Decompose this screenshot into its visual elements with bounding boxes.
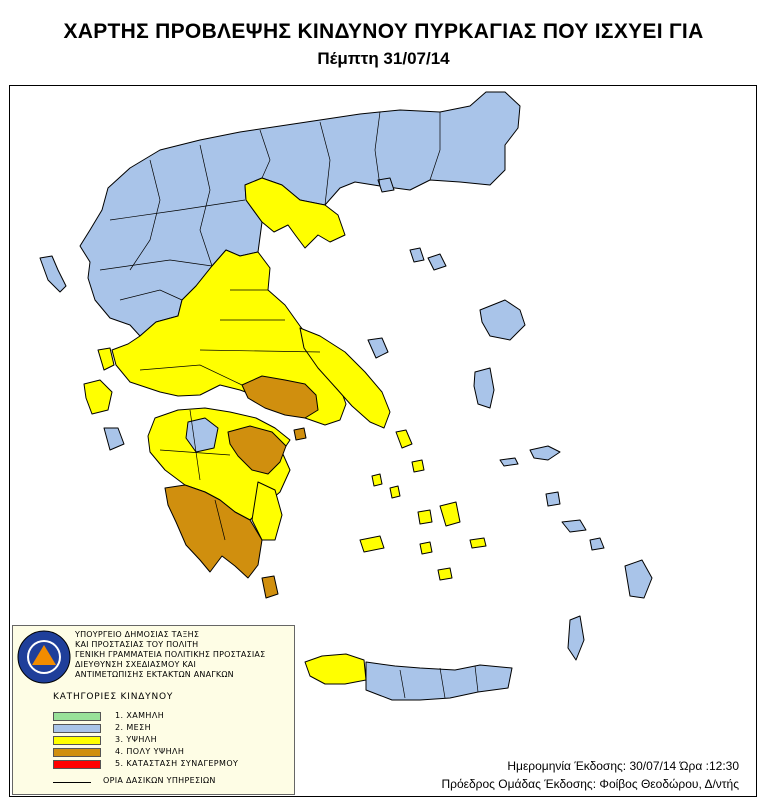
island-crete-west <box>305 654 366 684</box>
island-crete-east <box>366 662 512 700</box>
island-milos <box>360 536 384 552</box>
island-naxos <box>440 502 460 526</box>
island-lefkada <box>98 348 114 370</box>
island-rhodes <box>625 560 652 598</box>
boundary-label: ΟΡΙΑ ΔΑΣΙΚΩΝ ΥΠΗΡΕΣΙΩΝ <box>103 776 216 785</box>
map-title: ΧΑΡΤΗΣ ΠΡΟΒΛΕΨΗΣ ΚΙΝΔΥΝΟΥ ΠΥΡΚΑΓΙΑΣ ΠΟΥ ΙΣΧΥΕΙ ΓΙΑ <box>63 20 704 43</box>
island-chios <box>474 368 494 408</box>
island-skyros <box>368 338 388 358</box>
island-kea <box>372 474 382 486</box>
organization-text <box>75 630 265 680</box>
island-samothraki <box>410 248 424 262</box>
island-corfu <box>40 256 66 292</box>
swatch-alert <box>53 760 101 769</box>
swatch-low <box>53 712 101 721</box>
island-ios <box>420 542 432 554</box>
island-aegina <box>294 428 306 440</box>
island-tinos <box>412 460 424 472</box>
org-line: ΓΕΝΙΚΗ ΓΡΑΜΜΑΤΕΙΑ ΠΟΛΙΤΙΚΗΣ ΠΡΟΣΤΑΣΙΑΣ <box>75 650 266 659</box>
island-lesvos <box>480 300 525 340</box>
boundary-line-sample <box>53 782 91 783</box>
island-zakynthos <box>104 428 124 450</box>
island-kalymnos <box>546 492 560 506</box>
island-kythera <box>262 576 278 598</box>
island-andros <box>396 430 412 448</box>
swatch-medium <box>53 724 101 733</box>
org-line: ΑΝΤΙΜΕΤΩΠΙΣΗΣ ΕΚΤΑΚΤΩΝ ΑΝΑΓΚΩΝ <box>75 670 234 679</box>
island-syros <box>390 486 400 498</box>
category-label: 4. ΠΟΛΥ ΥΨΗΛΗ <box>115 747 185 756</box>
swatch-high <box>53 736 101 745</box>
island-kos <box>562 520 586 532</box>
category-label: 5. ΚΑΤΑΣΤΑΣΗ ΣΥΝΑΓΕΡΜΟΥ <box>115 759 239 768</box>
island-amorgos <box>470 538 486 548</box>
category-label: 2. ΜΕΣΗ <box>115 723 152 732</box>
org-line: ΥΠΟΥΡΓΕΙΟ ΔΗΜΟΣΙΑΣ ΤΑΞΗΣ <box>75 630 200 639</box>
civil-protection-logo-icon <box>17 630 71 684</box>
swatch-very-high <box>53 748 101 757</box>
categories-title: ΚΑΤΗΓΟΡΙΕΣ ΚΙΝΔΥΝΟΥ <box>53 692 174 702</box>
org-line: ΚΑΙ ΠΡΟΣΤΑΣΙΑΣ ΤΟΥ ΠΟΛΙΤΗ <box>75 640 199 649</box>
island-ikaria <box>500 458 518 466</box>
island-dodecanese-small <box>590 538 604 550</box>
category-label: 3. ΥΨΗΛΗ <box>115 735 158 744</box>
island-kefalonia <box>84 380 112 414</box>
org-line: ΔΙΕΥΘΥΝΣΗ ΣΧΕΔΙΑΣΜΟΥ ΚΑΙ <box>75 660 197 669</box>
island-santorini <box>438 568 452 580</box>
island-lemnos <box>428 254 446 270</box>
legend-panel <box>12 625 295 795</box>
island-samos <box>530 446 560 460</box>
island-paros <box>418 510 432 524</box>
map-date: Πέμπτη 31/07/14 <box>317 49 450 68</box>
issue-president: Πρόεδρος Ομάδας Έκδοσης: Φοίβος Θεοδώρου, Δ/ντής <box>441 777 739 791</box>
issue-date: Ημερομηνία Έκδοσης: 30/07/14 Ώρα :12:30 <box>507 759 739 773</box>
category-label: 1. ΧΑΜΗΛΗ <box>115 711 165 720</box>
island-karpathos <box>568 616 584 660</box>
